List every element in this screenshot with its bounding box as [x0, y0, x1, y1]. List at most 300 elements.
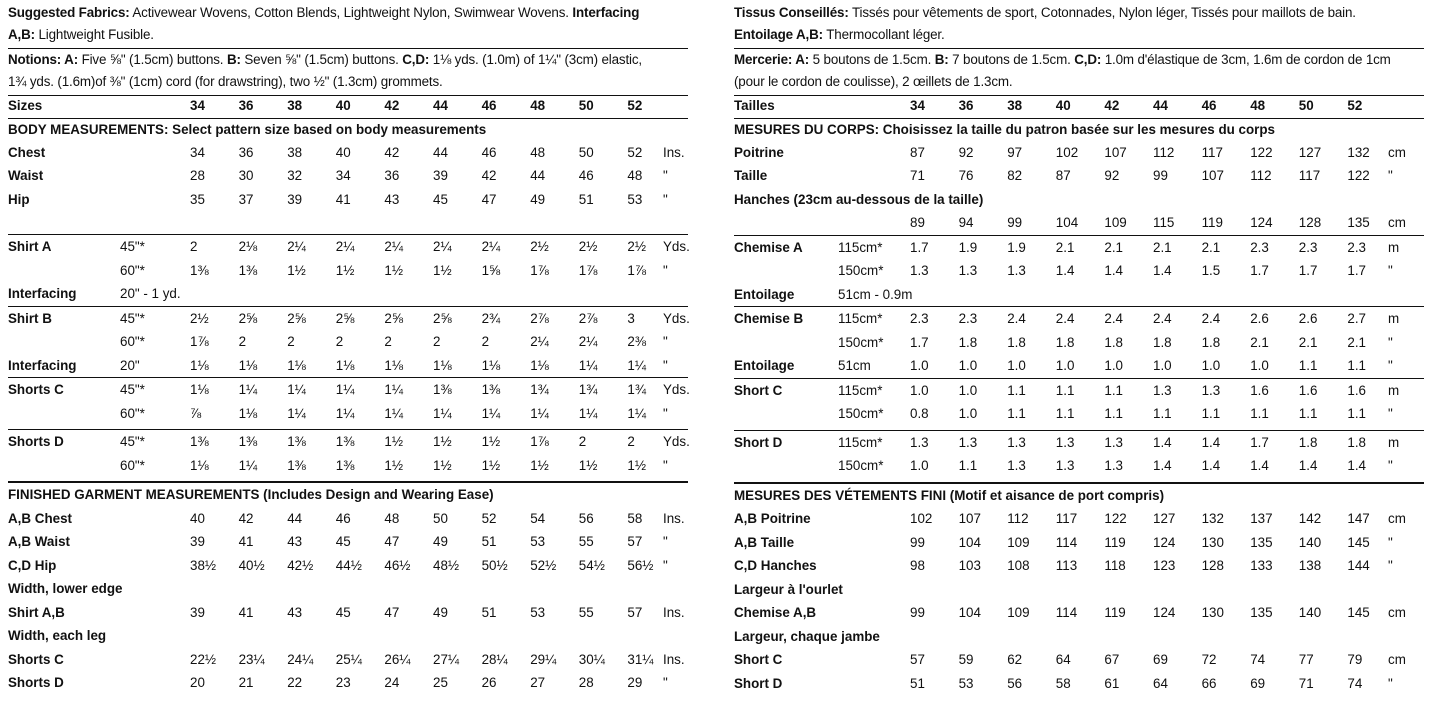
- value-cell: 1⅛: [287, 357, 306, 373]
- value-cell: 46: [481, 144, 497, 160]
- value-cell: 1⅜: [190, 262, 209, 278]
- value-cell: 1.3: [1007, 263, 1026, 278]
- unit-cell: m: [1388, 434, 1400, 450]
- unit-cell: ": [663, 557, 668, 573]
- row-label: Width, each leg: [8, 628, 107, 643]
- finished-row: [734, 648, 1424, 672]
- value-cell: 66: [1201, 675, 1217, 691]
- size-header: 40: [335, 98, 351, 113]
- notions-line2: 1¾ yds. (1.6m)of ⅜" (1cm) cord (for drawstring), two ½" (1.3cm) grommets.: [8, 74, 443, 89]
- value-cell: 2: [433, 334, 441, 349]
- row-label: Interfacing: [8, 357, 77, 373]
- value-cell: 2.1: [1055, 239, 1075, 255]
- value-cell: 52½: [530, 557, 557, 573]
- value-cell: 41: [335, 191, 351, 207]
- value-cell: 1.3: [910, 263, 929, 278]
- size-header: 44: [1153, 98, 1168, 113]
- value-cell: 56: [578, 510, 594, 526]
- value-cell: 1¼: [481, 405, 501, 421]
- finished-row: [8, 648, 688, 672]
- value-cell: 122: [1104, 511, 1127, 526]
- value-cell: 112: [1153, 144, 1175, 160]
- value-cell: 2: [190, 239, 198, 254]
- value-cell: 1.7: [1250, 263, 1269, 278]
- value-cell: 113: [1055, 558, 1078, 573]
- value-cell: 1¼: [627, 357, 647, 373]
- value-cell: 2¼: [384, 239, 404, 254]
- shorts-d-row: [734, 430, 1424, 455]
- value-cell: 2¼: [433, 239, 452, 254]
- value-cell: 2: [627, 434, 635, 449]
- value-cell: 2.3: [1298, 239, 1318, 255]
- value-cell: 94: [958, 215, 974, 230]
- value-cell: 2.3: [910, 311, 929, 326]
- body-row: [8, 188, 688, 212]
- finished-row: [8, 601, 688, 625]
- value-cell: 114: [1055, 534, 1078, 550]
- value-cell: 1⅛: [433, 357, 452, 373]
- row-label: Short D: [734, 434, 783, 450]
- row-label: Chemise B: [734, 311, 804, 326]
- value-cell: 112: [1250, 168, 1272, 183]
- value-cell: 69: [1250, 675, 1266, 691]
- value-cell: 1.4: [1201, 434, 1221, 450]
- value-cell: 1⅞: [530, 434, 549, 449]
- unit-cell: m: [1388, 382, 1400, 398]
- value-cell: 45: [335, 534, 351, 549]
- value-cell: 1⅝: [481, 262, 501, 278]
- row-label: A,B Chest: [8, 510, 72, 526]
- value-cell: 24¼: [287, 651, 314, 667]
- value-cell: 1.3: [1153, 382, 1172, 398]
- value-cell: 1½: [578, 457, 598, 473]
- unit-cell: ": [663, 334, 668, 349]
- unit-cell: ": [1388, 263, 1393, 278]
- row-label: Interfacing: [8, 286, 77, 301]
- value-cell: 2.1: [1153, 239, 1172, 255]
- shirt-a-row: [8, 234, 688, 259]
- value-cell: 1.3: [1007, 434, 1026, 450]
- value-cell: 114: [1055, 605, 1078, 620]
- value-cell: 99: [1007, 215, 1023, 230]
- value-cell: 1.0: [1250, 358, 1269, 373]
- value-cell: 2: [238, 334, 247, 349]
- unit-cell: ": [1388, 168, 1393, 183]
- body-row: [734, 141, 1424, 165]
- notions-label: Notions: A:: [8, 52, 78, 67]
- value-cell: 1½: [433, 434, 452, 449]
- unit-cell: cm: [1388, 144, 1406, 160]
- value-cell: 2.3: [958, 311, 978, 326]
- shirt-b-row: [8, 306, 688, 331]
- value-cell: 36: [384, 168, 400, 183]
- value-cell: 47: [481, 191, 497, 207]
- value-cell: 1¼: [627, 405, 647, 421]
- value-cell: 1⅜: [335, 434, 355, 449]
- finished-measurements-heading: FINISHED GARMENT MEASUREMENTS (Includes Design and Wearing Ease): [8, 481, 688, 507]
- value-cell: 2¼: [335, 239, 355, 254]
- unit-cell: ": [663, 357, 668, 373]
- value-cell: 1.5: [1201, 263, 1221, 278]
- value-cell: 1.3: [1104, 458, 1124, 473]
- row-label: C,D Hip: [8, 557, 57, 573]
- value-cell: 50½: [481, 557, 508, 573]
- value-cell: 2: [481, 334, 490, 349]
- interfacing-label-2: A,B:: [8, 27, 35, 42]
- value-cell: 1.0: [1104, 358, 1124, 373]
- value-cell: 61: [1104, 675, 1120, 691]
- value-cell: 119: [1201, 215, 1223, 230]
- value-cell: 58: [1055, 675, 1071, 691]
- value-cell: 1.3: [1007, 458, 1026, 473]
- value-cell: 39: [287, 191, 303, 207]
- value-cell: 59: [958, 652, 974, 667]
- value-cell: 112: [1007, 511, 1029, 526]
- value-cell: 1.8: [1055, 334, 1075, 350]
- value-cell: 54: [530, 510, 546, 526]
- value-cell: 1.1: [1153, 406, 1172, 421]
- value-cell: 23¼: [238, 651, 265, 667]
- value-cell: 42: [481, 168, 497, 183]
- value-cell: 2.1: [1298, 334, 1318, 350]
- value-cell: 1.3: [1201, 382, 1221, 398]
- value-cell: 74: [1347, 675, 1363, 691]
- value-cell: 38: [287, 144, 303, 160]
- value-cell: 43: [384, 191, 400, 207]
- value-cell: 1.1: [1298, 358, 1318, 373]
- value-cell: 74: [1250, 652, 1266, 667]
- value-cell: 117: [1298, 168, 1321, 183]
- shorts-c-row: [8, 402, 688, 426]
- value-cell: 39: [433, 168, 448, 183]
- value-cell: 1½: [481, 434, 501, 449]
- value-cell: 1⅛: [190, 357, 209, 373]
- row-label: Chest: [8, 144, 46, 160]
- value-cell: 43: [287, 604, 303, 620]
- value-cell: 1⅜: [335, 457, 355, 473]
- value-cell: 115: [1153, 215, 1175, 230]
- value-cell: 1.1: [1055, 406, 1075, 421]
- value-cell: 128: [1201, 558, 1224, 573]
- value-cell: 1.0: [910, 382, 929, 398]
- finished-row: [8, 671, 688, 695]
- fabrics-label-fr: Tissus Conseillés:: [734, 5, 849, 20]
- unit-cell: Yds.: [663, 382, 690, 397]
- size-header: 34: [910, 98, 925, 113]
- shorts-c-row: [734, 402, 1424, 426]
- value-cell: 53: [530, 534, 546, 549]
- value-cell: 124: [1153, 605, 1176, 620]
- value-cell: 1¼: [287, 405, 306, 421]
- row-label: Entoilage: [734, 358, 795, 373]
- value-cell: 1½: [530, 457, 549, 473]
- value-cell: 26: [481, 675, 497, 690]
- english-panel: [8, 0, 688, 695]
- value-cell: 1.4: [1298, 458, 1318, 473]
- value-cell: 1.0: [1153, 358, 1172, 373]
- row-label: C,D Hanches: [734, 558, 817, 573]
- value-cell: 2.4: [1055, 311, 1075, 326]
- value-cell: 1.7: [910, 334, 929, 350]
- value-cell: 1⅞: [578, 262, 598, 278]
- value-cell: 71: [1298, 675, 1314, 691]
- shorts-d-row: [8, 429, 688, 454]
- value-cell: 1.9: [958, 239, 978, 255]
- value-cell: 32: [287, 168, 303, 183]
- shirt-a-row: [734, 259, 1424, 283]
- fabrics-text: Activewear Wovens, Cotton Blends, Lightweight Nylon, Swimwear Wovens.: [129, 5, 573, 20]
- value-cell: 25: [433, 675, 448, 690]
- fabric-width: 115cm*: [838, 239, 883, 255]
- value-cell: 2.4: [1104, 311, 1124, 326]
- row-label: Shorts D: [8, 434, 64, 449]
- unit-cell: m: [1388, 239, 1400, 255]
- value-cell: 117: [1055, 511, 1078, 526]
- shorts-c-row: [734, 378, 1424, 403]
- value-cell: ⅞: [190, 405, 202, 421]
- interfacing-label-fr: Entoilage A,B:: [734, 27, 823, 42]
- value-cell: 92: [958, 144, 974, 160]
- fabric-width: 60"*: [120, 405, 145, 421]
- unit-cell: Yds.: [663, 239, 690, 254]
- value-cell: 1.4: [1153, 434, 1172, 450]
- value-cell: 1¼: [335, 405, 355, 421]
- row-label: Short C: [734, 382, 783, 398]
- value-cell: 42½: [287, 557, 314, 573]
- fabrics-label: Suggested Fabrics:: [8, 5, 130, 20]
- value-cell: 45: [335, 604, 351, 620]
- sizes-header-row: [734, 95, 1424, 119]
- value-cell: 132: [1347, 144, 1370, 160]
- value-cell: 79: [1347, 652, 1363, 667]
- fabrics-text-fr: Tissés pour vêtements de sport, Cotonnades, Nylon léger, Tissés pour maillots de bain.: [848, 5, 1356, 20]
- finished-row: [734, 625, 1424, 649]
- finished-row: [8, 554, 688, 578]
- value-cell: 1.8: [1298, 434, 1318, 450]
- value-cell: 1¼: [238, 382, 258, 397]
- value-cell: 122: [1250, 144, 1273, 160]
- value-cell: 1.0: [910, 458, 929, 473]
- value-cell: 2.6: [1298, 311, 1318, 326]
- value-cell: 71: [910, 168, 925, 183]
- value-cell: 2.3: [1347, 239, 1367, 255]
- value-cell: 2⅝: [384, 310, 404, 326]
- value-cell: 1.7: [910, 239, 929, 255]
- fabric-width: 115cm*: [838, 311, 883, 326]
- value-cell: 47: [384, 604, 400, 620]
- value-cell: 1¼: [238, 457, 258, 473]
- value-cell: 99: [1153, 168, 1168, 183]
- fabric-width: 20" - 1 yd.: [120, 286, 181, 301]
- value-cell: 92: [1104, 168, 1120, 183]
- value-cell: 144: [1347, 558, 1370, 573]
- value-cell: 2¼: [530, 334, 549, 349]
- body-measurements-heading: MESURES DU CORPS: Choisissez la taille du patron basée sur les mesures du corps: [734, 121, 1275, 137]
- value-cell: 56½: [627, 557, 654, 573]
- row-label: A,B Poitrine: [734, 511, 811, 526]
- value-cell: 104: [958, 534, 981, 550]
- value-cell: 1.4: [1104, 263, 1124, 278]
- value-cell: 48: [530, 144, 546, 160]
- value-cell: 145: [1347, 534, 1370, 550]
- value-cell: 55: [578, 604, 594, 620]
- value-cell: 1.0: [958, 382, 978, 398]
- notions-line2-fr: (pour le cordon de coulisse), 2 œillets de 1.3cm.: [734, 74, 1013, 89]
- value-cell: 1¾: [627, 382, 647, 397]
- size-header: 48: [530, 98, 546, 113]
- sizes-label: Sizes: [8, 98, 43, 113]
- value-cell: 34: [335, 168, 351, 183]
- value-cell: 2¼: [481, 239, 501, 254]
- value-cell: 36: [238, 144, 254, 160]
- value-cell: 25¼: [335, 651, 362, 667]
- shorts-d-row: [8, 454, 688, 478]
- finished-row: [734, 672, 1424, 696]
- value-cell: 76: [958, 168, 974, 183]
- value-cell: 1.4: [1055, 263, 1075, 278]
- value-cell: 40½: [238, 557, 265, 573]
- value-cell: 39: [190, 534, 205, 549]
- size-header: 34: [190, 98, 205, 113]
- value-cell: 49: [530, 191, 546, 207]
- spacer: [8, 211, 688, 234]
- value-cell: 2.1: [1250, 334, 1269, 350]
- size-header: 38: [287, 98, 303, 113]
- value-cell: 2½: [578, 239, 598, 254]
- finished-row: [734, 578, 1424, 602]
- shirt-a-row: [8, 282, 688, 306]
- value-cell: 3: [627, 310, 635, 326]
- value-cell: 34: [190, 144, 205, 160]
- value-cell: 55: [578, 534, 594, 549]
- value-cell: 2½: [190, 310, 209, 326]
- size-header: 48: [1250, 98, 1266, 113]
- unit-cell: cm: [1388, 652, 1406, 667]
- size-header: 36: [958, 98, 974, 113]
- value-cell: 2.1: [1104, 239, 1124, 255]
- value-cell: 1¼: [530, 405, 549, 421]
- value-cell: 38½: [190, 557, 217, 573]
- value-cell: 108: [1007, 558, 1030, 573]
- fabric-width: 115cm*: [838, 382, 883, 398]
- finished-row: [734, 554, 1424, 578]
- value-cell: 1.1: [1104, 406, 1124, 421]
- value-cell: 130: [1201, 534, 1224, 550]
- value-cell: 0.8: [910, 406, 929, 421]
- value-cell: 54½: [578, 557, 605, 573]
- body-row: [8, 141, 688, 165]
- value-cell: 1.1: [1007, 406, 1026, 421]
- row-label: Chemise A,B: [734, 605, 817, 620]
- notions-text: Five ⅝" (1.5cm) buttons.: [78, 52, 227, 67]
- size-header: 52: [627, 98, 643, 113]
- value-cell: 1¼: [335, 382, 355, 397]
- size-header: 50: [578, 98, 594, 113]
- value-cell: 40: [335, 144, 351, 160]
- value-cell: 28: [578, 675, 594, 690]
- value-cell: 1.8: [1347, 434, 1367, 450]
- unit-cell: ": [1388, 406, 1393, 421]
- value-cell: 48: [384, 510, 400, 526]
- value-cell: 30: [238, 168, 254, 183]
- fabrics-paragraph-fr: [734, 0, 1424, 46]
- value-cell: 1⅛: [335, 357, 355, 373]
- size-header: 44: [433, 98, 448, 113]
- unit-cell: Ins.: [663, 144, 685, 160]
- row-label: Shorts C: [8, 651, 64, 667]
- value-cell: 1⅛: [481, 357, 501, 373]
- notions-cd-text-fr: 1.0m d'élastique de 3cm, 1.6m de cordon de 1cm: [1101, 52, 1391, 67]
- value-cell: 133: [1250, 558, 1273, 573]
- row-label: Hip: [8, 191, 30, 207]
- value-cell: 109: [1104, 215, 1127, 230]
- value-cell: 104: [958, 605, 981, 620]
- value-cell: 1.1: [1347, 406, 1367, 421]
- value-cell: 1½: [481, 457, 501, 473]
- sizes-label: Tailles: [734, 98, 775, 113]
- fabric-width: 115cm*: [838, 434, 883, 450]
- value-cell: 142: [1298, 511, 1322, 526]
- value-cell: 132: [1201, 511, 1224, 526]
- value-cell: 29¼: [530, 651, 557, 667]
- value-cell: 58: [627, 510, 643, 526]
- value-cell: 107: [1201, 168, 1224, 183]
- value-cell: 1.1: [1250, 406, 1269, 421]
- finished-row: [8, 507, 688, 531]
- unit-cell: Ins.: [663, 651, 685, 667]
- body-row: [8, 164, 688, 188]
- shorts-c-row: [8, 377, 688, 402]
- value-cell: 40: [190, 510, 205, 526]
- value-cell: 1¼: [578, 357, 598, 373]
- value-cell: 135: [1347, 215, 1370, 230]
- value-cell: 127: [1298, 144, 1322, 160]
- row-label: Width, lower edge: [8, 581, 123, 596]
- value-cell: 140: [1298, 534, 1322, 550]
- fabric-width: 45"*: [120, 382, 145, 397]
- unit-cell: ": [1388, 334, 1393, 350]
- value-cell: 62: [1007, 652, 1023, 667]
- value-cell: 2: [384, 334, 392, 349]
- value-cell: 1.3: [910, 434, 929, 450]
- value-cell: 1.1: [1201, 406, 1221, 421]
- row-label: Poitrine: [734, 144, 784, 160]
- value-cell: 1⅛: [238, 405, 258, 421]
- value-cell: 1.4: [1153, 458, 1172, 473]
- value-cell: 53: [530, 604, 546, 620]
- value-cell: 1¼: [578, 405, 598, 421]
- value-cell: 1.8: [1007, 334, 1026, 350]
- value-cell: 1.1: [958, 458, 978, 473]
- value-cell: 1.4: [1250, 458, 1269, 473]
- value-cell: 57: [627, 534, 643, 549]
- size-header: 36: [238, 98, 254, 113]
- value-cell: 50: [433, 510, 448, 526]
- finished-row: [734, 531, 1424, 555]
- value-cell: 1.6: [1250, 382, 1269, 398]
- unit-cell: ": [1388, 558, 1393, 573]
- unit-cell: ": [663, 405, 668, 421]
- value-cell: 1.1: [1298, 406, 1318, 421]
- value-cell: 1.7: [1347, 263, 1367, 278]
- value-cell: 2: [578, 434, 587, 449]
- value-cell: 64: [1055, 652, 1071, 667]
- value-cell: 1.1: [1055, 382, 1075, 398]
- value-cell: 49: [433, 604, 448, 620]
- value-cell: 2½: [530, 239, 549, 254]
- value-cell: 147: [1347, 511, 1370, 526]
- value-cell: 1.0: [1055, 358, 1075, 373]
